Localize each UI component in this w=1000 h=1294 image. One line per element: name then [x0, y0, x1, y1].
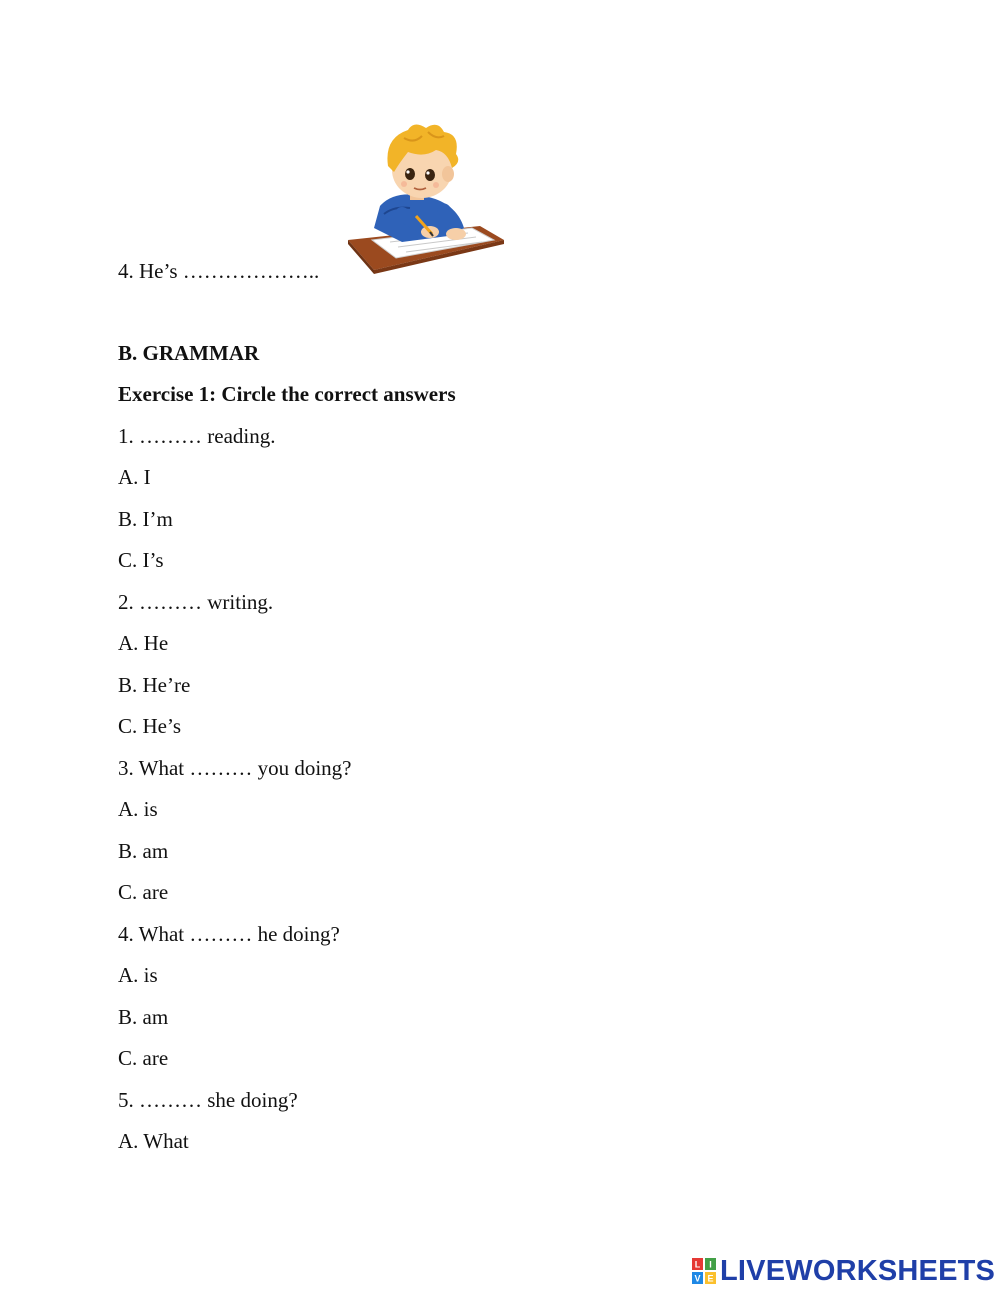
question-3: 3. What ……… you doing? [118, 756, 352, 780]
option-2c[interactable]: C. He’s [118, 714, 181, 738]
option-1c[interactable]: C. I’s [118, 548, 164, 572]
option-3c[interactable]: C. are [118, 880, 169, 904]
boy-writing-illustration [344, 118, 506, 280]
brand-name: LIVEWORKSHEETS [720, 1254, 996, 1287]
logo-letter-v: V [694, 1273, 701, 1284]
question-1: 1. ……… reading. [118, 424, 276, 448]
question-5: 5. ……… she doing? [118, 1088, 298, 1112]
logo-letter-e: E [707, 1273, 714, 1284]
liveworksheets-brand [692, 1254, 995, 1288]
exercise-1-title: Exercise 1: Circle the correct answers [118, 382, 456, 406]
question-4: 4. What ……… he doing? [118, 922, 340, 946]
option-2b[interactable]: B. He’re [118, 673, 191, 697]
option-4a[interactable]: A. is [118, 963, 158, 987]
fill-in-sentence-4: 4. He’s ……………….. [118, 259, 320, 283]
option-3b[interactable]: B. am [118, 839, 169, 863]
question-2: 2. ……… writing. [118, 590, 274, 614]
liveworksheets-logo-icon [692, 1258, 716, 1284]
logo-letter-i: I [709, 1259, 712, 1270]
option-3a[interactable]: A. is [118, 797, 158, 821]
option-1b[interactable]: B. I’m [118, 507, 173, 531]
option-2a[interactable]: A. He [118, 631, 169, 655]
option-5a[interactable]: A. What [118, 1129, 189, 1153]
section-title-grammar: B. GRAMMAR [118, 341, 260, 365]
logo-letter-l: L [694, 1259, 701, 1270]
option-4c[interactable]: C. are [118, 1046, 169, 1070]
option-4b[interactable]: B. am [118, 1005, 169, 1029]
option-1a[interactable]: A. I [118, 465, 151, 489]
